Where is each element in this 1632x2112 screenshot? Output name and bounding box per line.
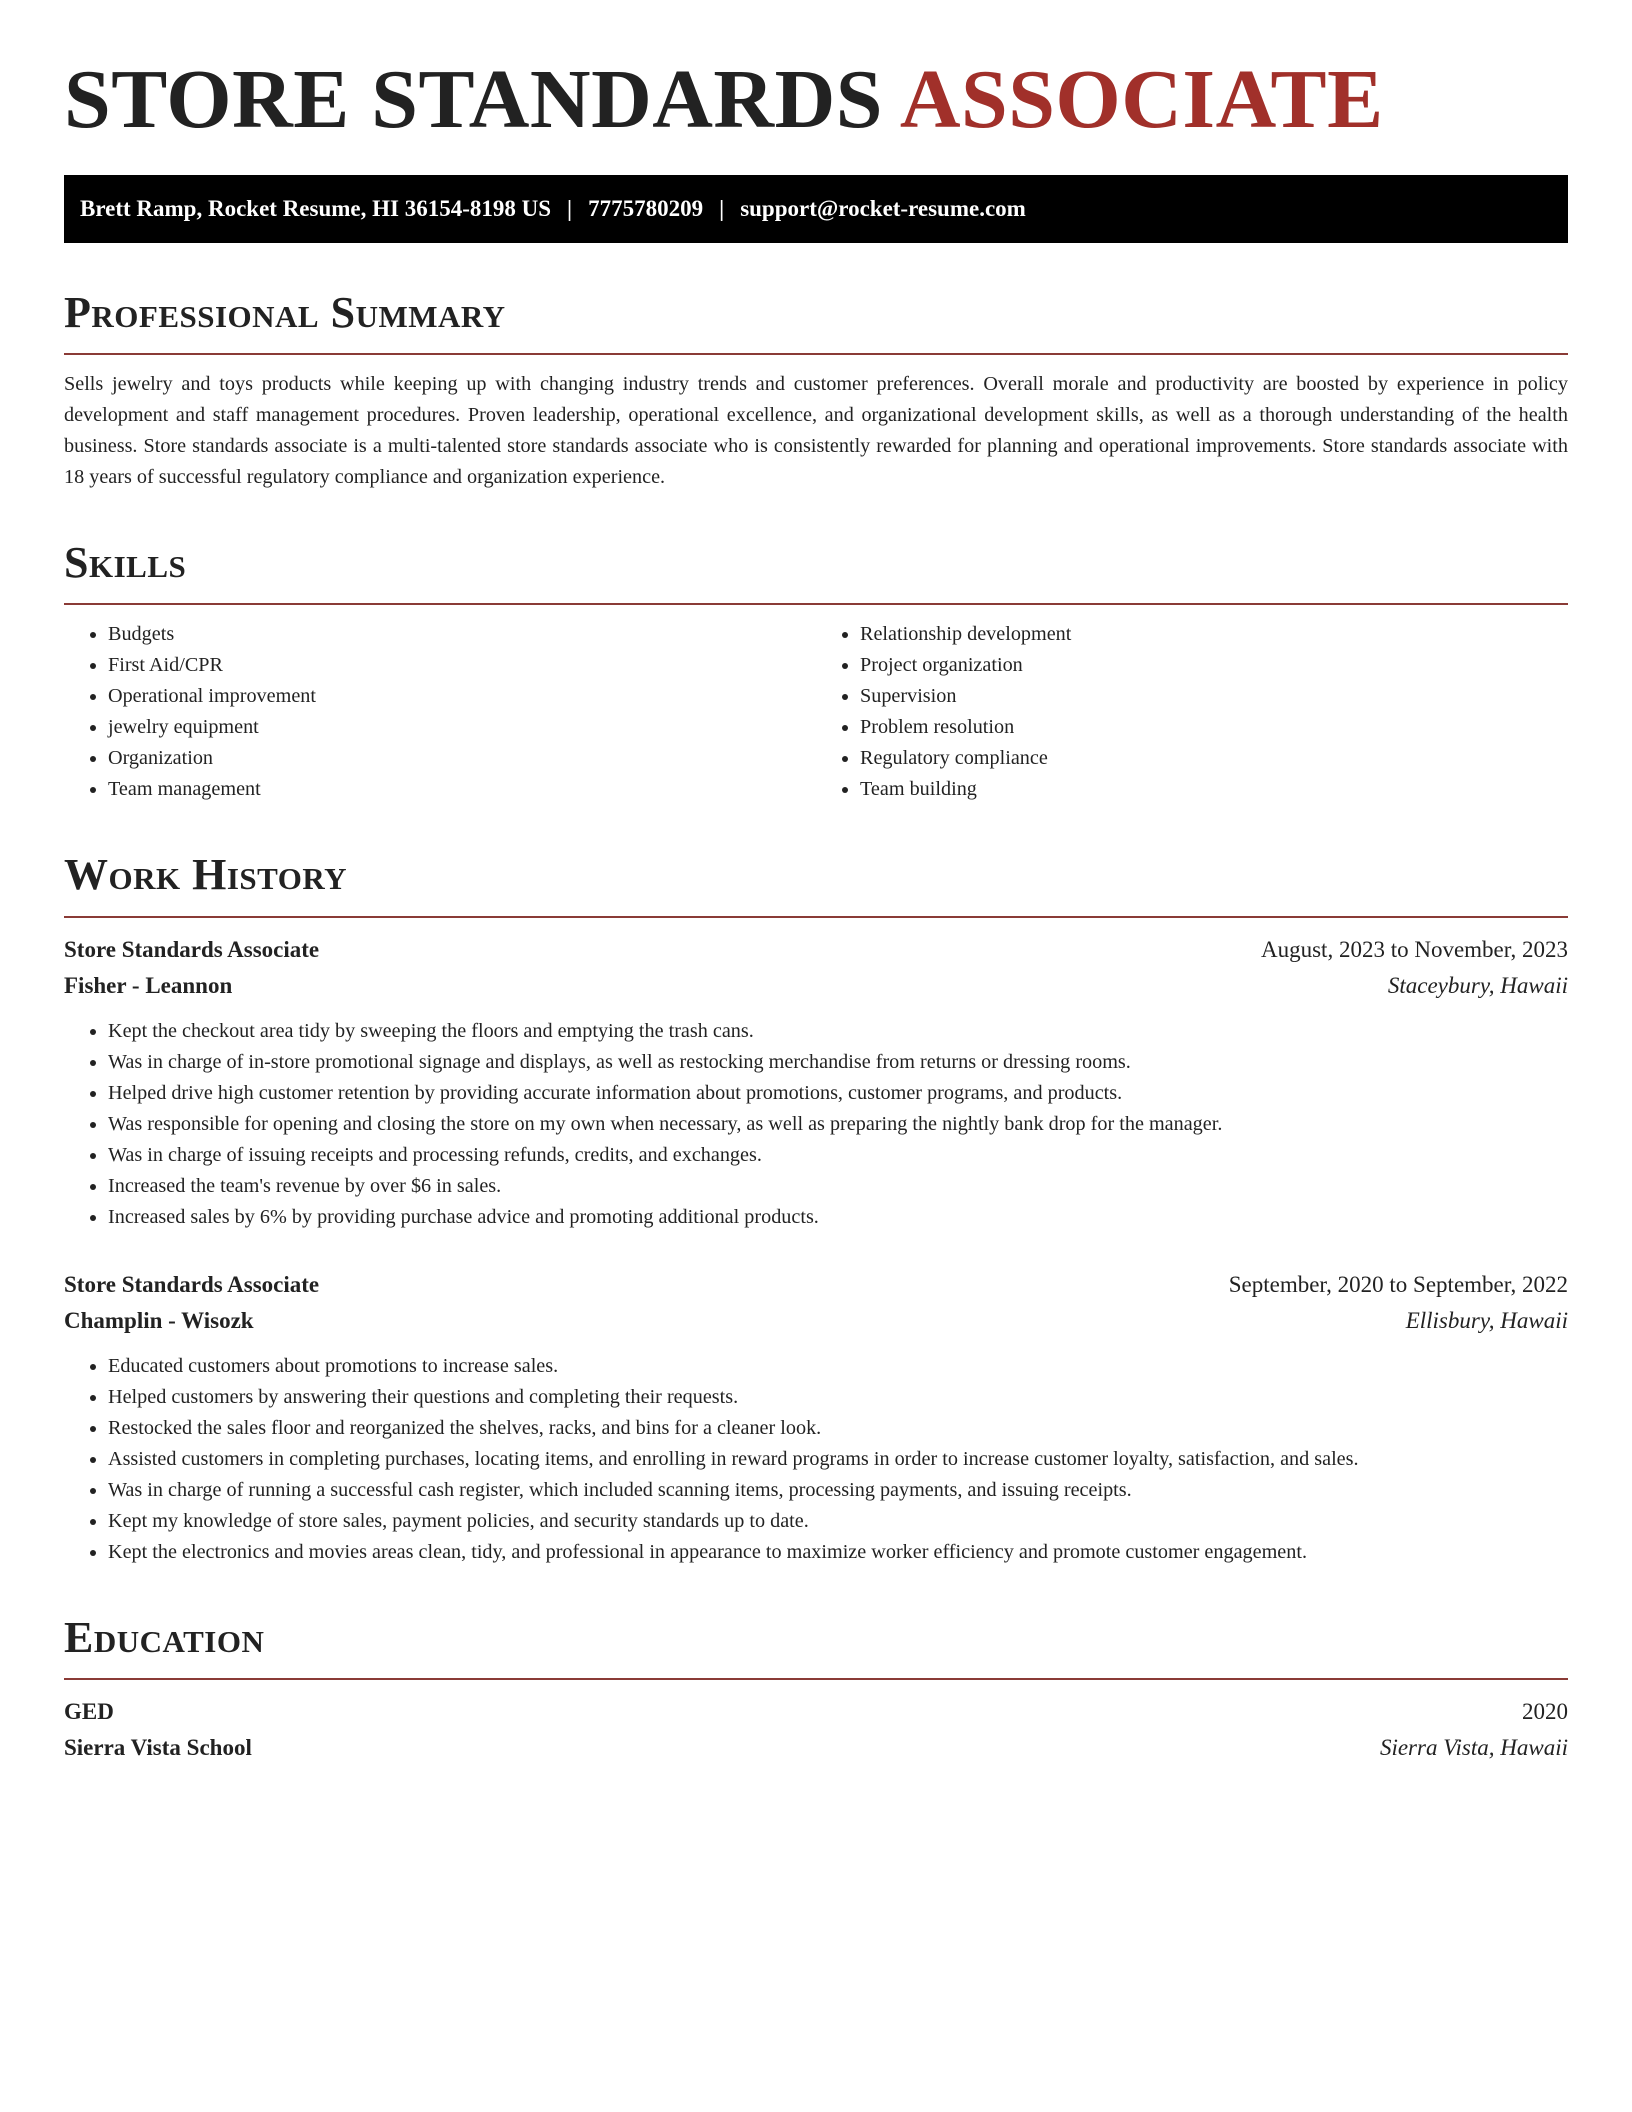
title-accent-part: ASSOCIATE — [899, 53, 1384, 146]
job-bullet: • Restocked the sales floor and reorganized the shelves, racks, and bins for a cleaner look. — [108, 1413, 1568, 1444]
job-bullet: • Increased sales by 6% by providing purchase advice and promoting additional products. — [108, 1202, 1568, 1233]
job-bullet: • Increased the team's revenue by over $6 in sales. — [108, 1171, 1568, 1202]
education-school: Sierra Vista School — [64, 1735, 252, 1761]
skill-item: • Team management — [108, 774, 816, 805]
job-bullet: • Kept my knowledge of store sales, payment policies, and security standards up to date. — [108, 1506, 1568, 1537]
summary-text: Sells jewelry and toys products while keeping up with changing industry trends and customer preferences. Overall morale and productivity are boosted by experience in policy development and staff management procedures. Proven leadership, operational excellence, and organizational development skills, as well as a thorough understanding of the health business. Store standards associate is a multi-talented store standards associate who is consistently rewarded for planning and operational improvements. Store standards associate with 18 years of successful regulatory compliance and organization experience. — [64, 372, 1568, 488]
education-heading: Education — [64, 1612, 265, 1662]
skill-item: • Organization — [108, 743, 816, 774]
job-bullet: • Assisted customers in completing purchases, locating items, and enrolling in reward programs in order to increase customer loyalty, satisfaction, and sales. — [108, 1444, 1568, 1475]
section-divider — [64, 603, 1568, 605]
skill-item: • Project organization — [860, 650, 1568, 681]
education-school-row — [64, 1730, 1568, 1766]
summary-heading: Professional Summary — [64, 287, 506, 337]
skill-item: • jewelry equipment — [108, 712, 816, 743]
skill-item: • Supervision — [860, 681, 1568, 712]
job-entry — [64, 932, 1568, 1233]
title-first-part: STORE STANDARDS — [64, 53, 883, 146]
job-bullet: • Was in charge of running a successful cash register, which included scanning items, processing payments, and issuing receipts. — [108, 1475, 1568, 1506]
job-location: Ellisbury, Hawaii — [1405, 1307, 1568, 1333]
contact-separator: | — [567, 195, 573, 221]
section-divider — [64, 916, 1568, 918]
job-title: Store Standards Associate — [64, 936, 320, 962]
skills-columns — [64, 619, 1568, 805]
job-bullet: • Was in charge of issuing receipts and processing refunds, credits, and exchanges. — [108, 1140, 1568, 1171]
skill-item: • Relationship development — [860, 619, 1568, 650]
skills-list-right — [816, 619, 1568, 805]
skill-item: • Team building — [860, 774, 1568, 805]
job-location: Staceybury, Hawaii — [1387, 972, 1568, 998]
job-dates: September, 2020 to September, 2022 — [1228, 1271, 1568, 1297]
job-company-row — [64, 968, 1568, 1004]
skills-section — [64, 539, 1568, 805]
job-bullet: • Was responsible for opening and closing the store on my own when necessary, as well as preparing the nightly bank drop for the manager. — [108, 1109, 1568, 1140]
job-bullet-list — [64, 1351, 1568, 1568]
job-company: Fisher - Leannon — [64, 972, 233, 998]
job-header-row — [64, 932, 1568, 968]
contact-address: Brett Ramp, Rocket Resume, HI 36154-8198 US — [80, 195, 552, 221]
job-title: Store Standards Associate — [64, 1271, 320, 1297]
contact-bar — [64, 175, 1568, 243]
skill-item: • First Aid/CPR — [108, 650, 816, 681]
job-bullet: • Helped customers by answering their questions and completing their requests. — [108, 1382, 1568, 1413]
section-divider — [64, 353, 1568, 355]
education-location: Sierra Vista, Hawaii — [1379, 1735, 1568, 1761]
job-bullet: • Was in charge of in-store promotional signage and displays, as well as restocking merchandise from returns or dressing rooms. — [108, 1047, 1568, 1078]
work-history-heading: Work History — [64, 850, 348, 900]
education-degree: GED — [64, 1699, 114, 1725]
job-bullet-list — [64, 1016, 1568, 1233]
contact-phone[interactable]: 7775780209 — [588, 195, 704, 221]
education-section — [64, 1614, 1568, 1766]
skill-item: • Budgets — [108, 619, 816, 650]
job-bullet: • Helped drive high customer retention by providing accurate information about promotions, customer programs, and products. — [108, 1078, 1568, 1109]
skills-heading: Skills — [64, 537, 187, 587]
job-dates: August, 2023 to November, 2023 — [1261, 936, 1568, 962]
job-company-row — [64, 1303, 1568, 1339]
job-company: Champlin - Wisozk — [64, 1307, 254, 1333]
contact-separator: | — [719, 195, 725, 221]
section-divider — [64, 1678, 1568, 1680]
contact-email[interactable]: support@rocket-resume.com — [740, 195, 1026, 221]
skill-item: • Operational improvement — [108, 681, 816, 712]
job-bullet: • Kept the checkout area tidy by sweeping the floors and emptying the trash cans. — [108, 1016, 1568, 1047]
job-header-row — [64, 1267, 1568, 1303]
skill-item: • Problem resolution — [860, 712, 1568, 743]
job-bullet: • Educated customers about promotions to increase sales. — [108, 1351, 1568, 1382]
work-history-section — [64, 851, 1568, 1567]
education-year: 2020 — [1522, 1699, 1568, 1725]
job-bullet: • Kept the electronics and movies areas clean, tidy, and professional in appearance to maximize worker efficiency and promote customer engagement. — [108, 1537, 1568, 1568]
resume-title — [64, 52, 1568, 149]
skills-list-left — [64, 619, 816, 805]
job-entry — [64, 1267, 1568, 1568]
summary-section — [64, 289, 1568, 493]
skill-item: • Regulatory compliance — [860, 743, 1568, 774]
education-degree-row — [64, 1694, 1568, 1730]
